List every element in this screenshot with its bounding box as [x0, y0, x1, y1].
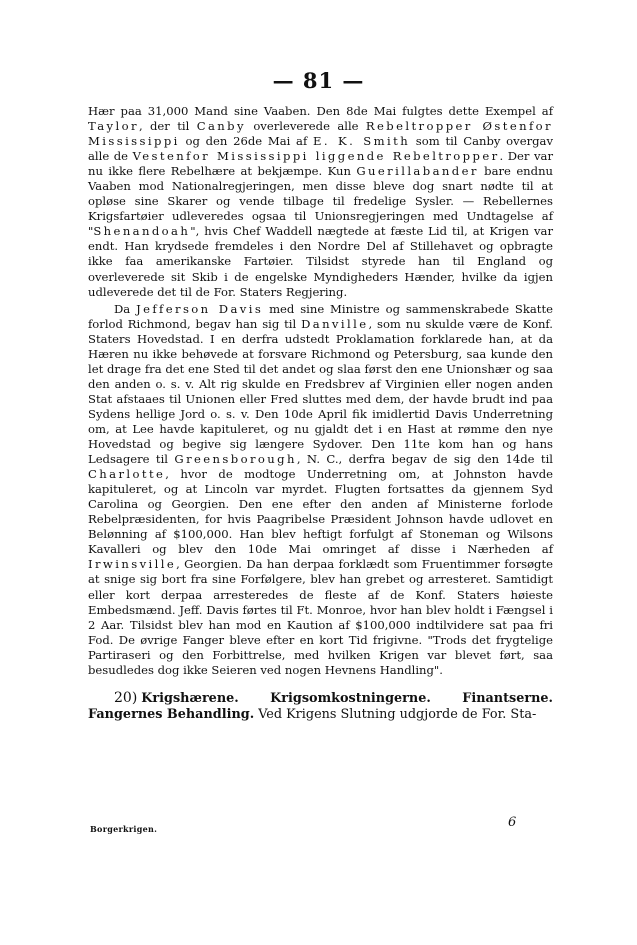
spaced-name: Danville [301, 316, 369, 331]
spaced-name: Greensborough [174, 452, 297, 467]
section-text: Ved Krigens Slutning udgjorde de For. Sta- [254, 706, 537, 722]
text-run: overleverede alle [245, 119, 366, 134]
paragraph-2 [88, 302, 553, 678]
text-run: med sine Ministre og sammenskrabede Skatte forlod Richmond, begav han sig til [88, 301, 553, 331]
text-run: , Georgien. Da han derpaa forklædt som Fruentimmer forsøgte at snige sig bort fra sine Forfølgere, blev han grebet og arresteret. Samtidigt eller kort derpaa arresteredes de fleste af de Konf. Staters høieste Embedsmænd. Jeff. Davis førtes til Ft. Monroe, hvor han blev holdt i Fængsel i 2 Aar. Tilsidst blev han mod en Kaution af $100,000 indtilvidere sat paa fri Fod. De øvrige Fanger bleve efter en kort Tid frigivne. "Trods det frygtelige Partiraseri og den Forbittrelse, med hvilken Krigen var blevet ført, saa besudledes dog ikke Seieren ved nogen Hevnens Handling". [88, 557, 553, 677]
text-run: , som nu skulde være de Konf. Staters Hovedstad. I en derfra udstedt Proklamation forklarede han, at da Hæren nu ikke behøvede at forsvare Richmond og Petersburg, saa kunde den let drage fra det ene Sted til det andet og slaa først den ene Unionshær og saa den anden o. s. v. Alt rig skulde en Fredsbrev af Virginien eller nogen anden Stat afstaaes til Unionen eller Fred sluttes med dem, der havde brudt ind paa Sydens hellige Jord o. s. v. Den 10de April fik imidlertid Davis Underretning om, at Lee havde kapituleret, og nu gjaldt det i en Hast at rømme den nye Hovedstad og begive sig længere Sydover. Den 11te kom han og hans Ledsagere til [88, 316, 553, 467]
text-run: bare endnu Vaaben mod Nationalregjeringen, men disse bleve dog snart nødte til at opløse sine Skarer og vende tilbage til fredelige Sysler. — Rebellernes Krigsfartøier udleveredes ogsaa til Unionsregjeringen med Undtagelse af " [88, 164, 553, 239]
text-run: , der til [138, 119, 197, 134]
body-text [88, 104, 553, 723]
text-run: som til Canby overgav alle de [88, 134, 553, 164]
spaced-name: Canby [196, 119, 246, 134]
text-run: Hær paa 31,000 Mand sine Vaaben. Den 8de Mai fulgtes dette Exempel af [88, 104, 553, 118]
spaced-name: Rebeltropper Østenfor Mississippi [88, 119, 553, 149]
spaced-name: Guerillabander [356, 164, 479, 179]
text-run: , hvor de modtoge Underretning om, at Johnston havde kapituleret, og at Lincoln var myrdet. Flugten fortsattes da gjennem Syd Carolina og Georgien. Den ene efter den anden af Ministerne forlode Rebelpræsidenten, for hvis Paagribelse Præsident Johnson havde udlovet en Belønning af $100,000. Han blev heftigt forfulgt af Stoneman og Wilsons Kavalleri og blev den 10de Mai omringet af disse i Nærheden af [88, 467, 553, 557]
paragraph-1 [88, 104, 553, 300]
spaced-name: Vestenfor Mississippi liggende Rebeltropper [132, 149, 500, 164]
text-run: ", hvis Chef Waddell nægtede at fæste Lid til, at Krigen var endt. Han krydsede fremdeles i den Nordre Del af Stillehavet og opbragte ikke faa amerikanske Fartøier. Tilsidst styrede han til England og overleverede sit Skib i de engelske Myndigheders Hænder, hvilke da igjen udleverede det til de For. Staters Regjering. [88, 224, 553, 299]
spaced-name: Charlotte [88, 467, 166, 482]
spaced-name: Taylor [88, 119, 139, 134]
section-20 [88, 690, 553, 723]
spaced-name: Irwinsville [88, 557, 177, 572]
spaced-name: E. K. Smith [312, 134, 411, 149]
spaced-name: Jefferson Davis [136, 301, 264, 316]
footer-label: Borgerkrigen. [90, 824, 158, 834]
text-run: og den 26de Mai af [179, 134, 313, 149]
text-run: , N. C., derfra begav de sig den 14de til [296, 452, 553, 467]
signature-mark: 6 [508, 815, 517, 830]
text-run: Da [114, 301, 137, 316]
text-run: . Der var nu ikke flere Rebelhære at bekjæmpe. Kun [88, 149, 553, 179]
section-heading: Krigshærene. Krigsomkostningerne. Finantserne. Fangernes Behandling. [88, 690, 553, 722]
spaced-name: Shenandoah [93, 224, 191, 239]
section-number: 20) [114, 689, 138, 706]
page-number: — 81 — [272, 68, 365, 93]
